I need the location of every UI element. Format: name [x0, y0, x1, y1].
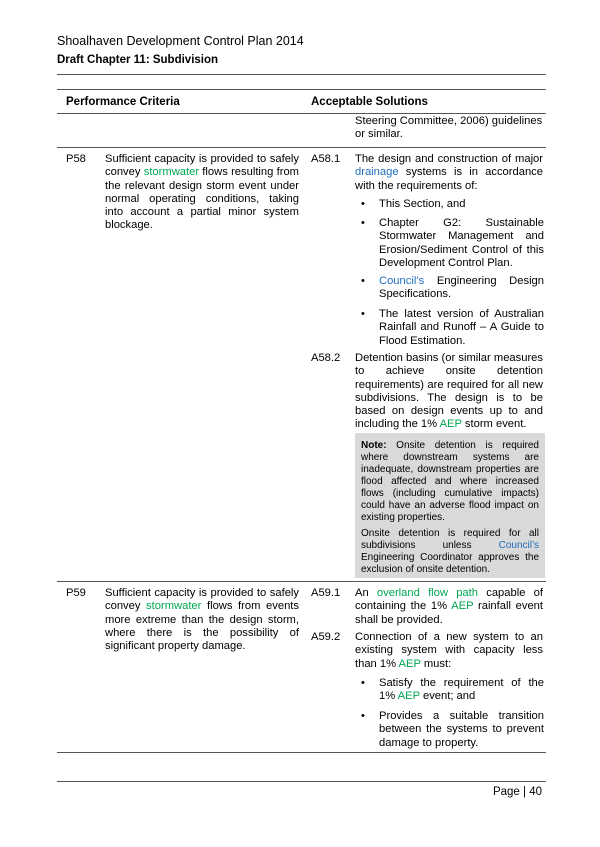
a59-2-text: Connection of a new system to an existing system with capacity less than 1% AEP must: [355, 631, 543, 670]
p58-id: P58 [66, 153, 86, 165]
aep-link[interactable]: AEP [398, 657, 421, 670]
bullet-icon: • [361, 677, 365, 689]
aep-link[interactable]: AEP [439, 418, 462, 431]
note-para-1: Note: Onsite detention is required where downstream systems are inadequate, downstream properties are flood affected and where increased flows (including cumulative impacts) could have an adverse flood impact on existing properties. [361, 440, 539, 523]
bullet-icon: • [361, 710, 365, 722]
acceptable-solutions-heading: Acceptable Solutions [311, 96, 428, 108]
a58-1-text: The design and construction of major drainage systems is in accordance with the requirements of: [355, 153, 543, 192]
councils-link[interactable]: Council’s [379, 275, 425, 287]
drainage-link[interactable]: drainage [355, 166, 399, 179]
a59-2-id: A59.2 [311, 631, 341, 643]
page-number: Page | 40 [492, 786, 542, 798]
note-para-2: Onsite detention is required for all subdivisions unless Council’s Engineering Coordinator approves the exclusion of onsite detention. [361, 528, 539, 575]
stormwater-link[interactable]: stormwater [146, 600, 202, 613]
a59-2-bullet-2: Provides a suitable transition between the systems to prevent damage to property. [379, 710, 544, 749]
p59-text: Sufficient capacity is provided to safely convey stormwater flows from events more extreme than the design storm, where there is the possibility of significant property damage. [105, 587, 299, 653]
carryover-line-2: or similar. [355, 128, 403, 140]
a58-2-text: Detention basins (or similar measures to achieve onsite detention requirements) are required for all new subdivisions. The design is to be based on design events up to and including the 1% AEP storm event. [355, 352, 543, 431]
note-box [355, 433, 545, 578]
carryover-line-1: Steering Committee, 2006) guidelines [355, 115, 543, 127]
a58-1-bullet-2: Chapter G2: Sustainable Stormwater Management and Erosion/Sediment Control of this Development Control Plan. [379, 217, 544, 269]
aep-link[interactable]: AEP [397, 690, 420, 703]
councils-link[interactable]: Council’s [498, 540, 539, 551]
a58-1-bullet-1: This Section, and [379, 198, 466, 210]
stormwater-link[interactable]: stormwater [143, 166, 200, 179]
bullet-icon: • [361, 308, 365, 320]
note-label: Note: [361, 440, 387, 451]
row-rule-p58 [57, 147, 546, 148]
a59-2-bullet-1: Satisfy the requirement of the 1% AEP event; and [379, 677, 544, 703]
overland-flow-path-link[interactable]: overland flow path [376, 587, 478, 599]
p59-id: P59 [66, 587, 86, 599]
a58-1-id: A58.1 [311, 153, 341, 165]
a58-1-bullet-4: The latest version of Australian Rainfall and Runoff – A Guide to Flood Estimation. [379, 308, 544, 347]
aep-link[interactable]: AEP [451, 600, 474, 613]
bullet-icon: • [361, 198, 365, 210]
performance-criteria-heading: Performance Criteria [66, 96, 180, 108]
bullet-icon: • [361, 275, 365, 287]
table-header-rule [57, 113, 546, 114]
document-title: Shoalhaven Development Control Plan 2014 [57, 34, 304, 48]
chapter-title: Draft Chapter 11: Subdivision [57, 54, 219, 66]
table-bottom-rule [57, 752, 546, 753]
footer-rule [57, 781, 546, 782]
a58-2-id: A58.2 [311, 352, 341, 364]
a59-1-text: An overland flow path capable of containing the 1% AEP rainfall event shall be provided. [355, 587, 543, 626]
p58-text: Sufficient capacity is provided to safely convey stormwater flows resulting from the relevant design storm event under normal operating conditions, taking into account a partial minor system blockage. [105, 153, 299, 232]
bullet-icon: • [361, 217, 365, 229]
header-rule [57, 74, 546, 75]
a58-1-bullet-3: Council’s Engineering Design Specifications. [379, 275, 544, 301]
row-rule-p59 [57, 581, 546, 582]
a59-1-id: A59.1 [311, 587, 341, 599]
table-top-rule [57, 89, 546, 90]
